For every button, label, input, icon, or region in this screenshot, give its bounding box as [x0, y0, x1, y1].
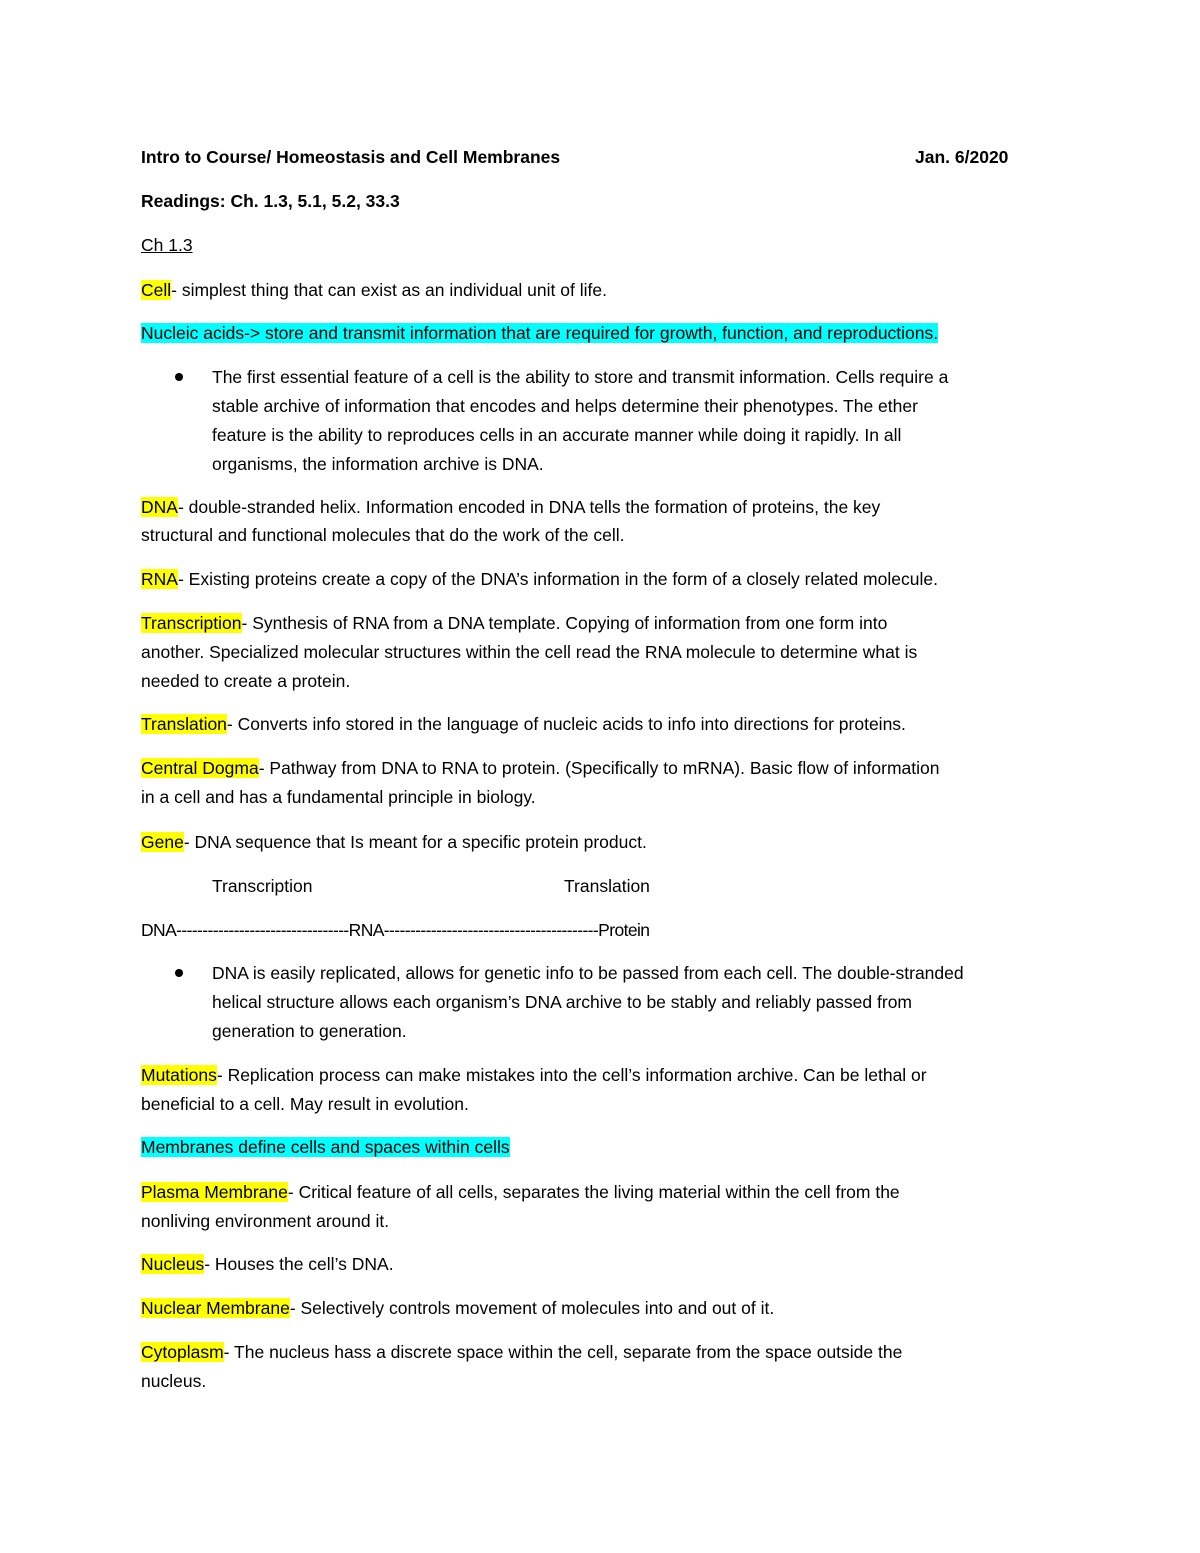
definition-transcription-text: - Synthesis of RNA from a DNA template. Copying of information from one form into [241, 613, 888, 633]
bullet-icon [175, 373, 183, 381]
definition-cytoplasm [141, 1341, 1061, 1363]
bullet2-line: helical structure allows each organism’s DNA archive to be stably and reliably passed from [212, 992, 913, 1012]
definition-gene-text: - DNA sequence that Is meant for a specific protein product. [183, 832, 647, 852]
definition-nucleus [141, 1253, 1061, 1275]
term-translation: Translation [141, 714, 227, 734]
definition-plasma-membrane [141, 1181, 1061, 1203]
document-date: Jan. 6/2020 [915, 147, 1009, 167]
definition-translation-text: - Converts info stored in the language of nucleic acids to info into directions for proteins. [226, 714, 906, 734]
term-nuclear-membrane: Nuclear Membrane [141, 1298, 290, 1318]
term-mutations: Mutations [141, 1065, 217, 1085]
term-gene: Gene [141, 832, 184, 852]
definition-dna [141, 496, 1061, 518]
definition-cytoplasm-cont: nucleus. [141, 1371, 207, 1391]
definition-mutations [141, 1064, 1061, 1086]
flow-label-translation: Translation [564, 876, 650, 896]
bullet1-line: organisms, the information archive is DNA. [212, 454, 544, 474]
definition-mutations-cont: beneficial to a cell. May result in evolution. [141, 1094, 469, 1114]
definition-dna-cont: structural and functional molecules that do the work of the cell. [141, 525, 625, 545]
term-dna: DNA [141, 497, 178, 517]
membranes-heading [141, 1136, 1061, 1158]
definition-rna [141, 568, 1061, 590]
definition-central-dogma-cont: in a cell and has a fundamental principle in biology. [141, 787, 536, 807]
definition-transcription-cont: needed to create a protein. [141, 671, 351, 691]
term-cell: Cell [141, 280, 172, 300]
term-cytoplasm: Cytoplasm [141, 1342, 224, 1362]
definition-plasma-membrane-cont: nonliving environment around it. [141, 1211, 390, 1231]
term-rna: RNA [141, 569, 178, 589]
bullet1-line: The first essential feature of a cell is the ability to store and transmit information. Cells require a [212, 367, 949, 387]
definition-cell [141, 279, 1061, 301]
bullet1-line: feature is the ability to reproduces cells in an accurate manner while doing it rapidly. In all [212, 425, 902, 445]
bullet2-line: DNA is easily replicated, allows for genetic info to be passed from each cell. The double-stranded [212, 963, 964, 983]
definition-dna-text: - double-stranded helix. Information encoded in DNA tells the formation of proteins, the key [177, 497, 881, 517]
readings-line: Readings: Ch. 1.3, 5.1, 5.2, 33.3 [141, 191, 400, 211]
section-heading-text: Ch 1.3 [141, 235, 193, 255]
membranes-heading-text: Membranes define cells and spaces within cells [141, 1137, 510, 1157]
definition-rna-text: - Existing proteins create a copy of the DNA’s information in the form of a closely related molecule. [177, 569, 938, 589]
definition-cytoplasm-text: - The nucleus hass a discrete space within the cell, separate from the space outside the [223, 1342, 903, 1362]
flow-label-transcription: Transcription [212, 876, 313, 896]
bullet-icon [175, 969, 183, 977]
definition-gene [141, 831, 1061, 853]
term-nucleus: Nucleus [141, 1254, 205, 1274]
term-central-dogma: Central Dogma [141, 758, 259, 778]
definition-nuclear-membrane [141, 1297, 1061, 1319]
section-heading [141, 234, 1061, 256]
term-plasma-membrane: Plasma Membrane [141, 1182, 288, 1202]
definition-transcription [141, 612, 1061, 634]
definition-transcription-cont: another. Specialized molecular structures within the cell read the RNA molecule to determine what is [141, 642, 918, 662]
definition-mutations-text: - Replication process can make mistakes into the cell’s information archive. Can be lethal or [216, 1065, 927, 1085]
definition-nuclear-membrane-text: - Selectively controls movement of molecules into and out of it. [289, 1298, 775, 1318]
document-title: Intro to Course/ Homeostasis and Cell Membranes [141, 147, 561, 167]
bullet1-line: stable archive of information that encodes and helps determine their phenotypes. The ether [212, 396, 918, 416]
definition-nucleus-text: - Houses the cell’s DNA. [204, 1254, 394, 1274]
definition-cell-text: - simplest thing that can exist as an individual unit of life. [171, 280, 607, 300]
nucleic-acids-text: Nucleic acids-> store and transmit information that are required for growth, function, and reproductions. [141, 323, 939, 343]
nucleic-acids-heading [141, 322, 1061, 344]
bullet2-line: generation to generation. [212, 1021, 407, 1041]
definition-plasma-membrane-text: - Critical feature of all cells, separates the living material within the cell from the [287, 1182, 900, 1202]
definition-central-dogma [141, 757, 1061, 779]
flow-line: DNA---------------------------------RNA-----------------------------------------Protein [141, 920, 650, 940]
definition-translation [141, 713, 1061, 735]
definition-central-dogma-text: - Pathway from DNA to RNA to protein. (Specifically to mRNA). Basic flow of information [258, 758, 940, 778]
term-transcription: Transcription [141, 613, 242, 633]
